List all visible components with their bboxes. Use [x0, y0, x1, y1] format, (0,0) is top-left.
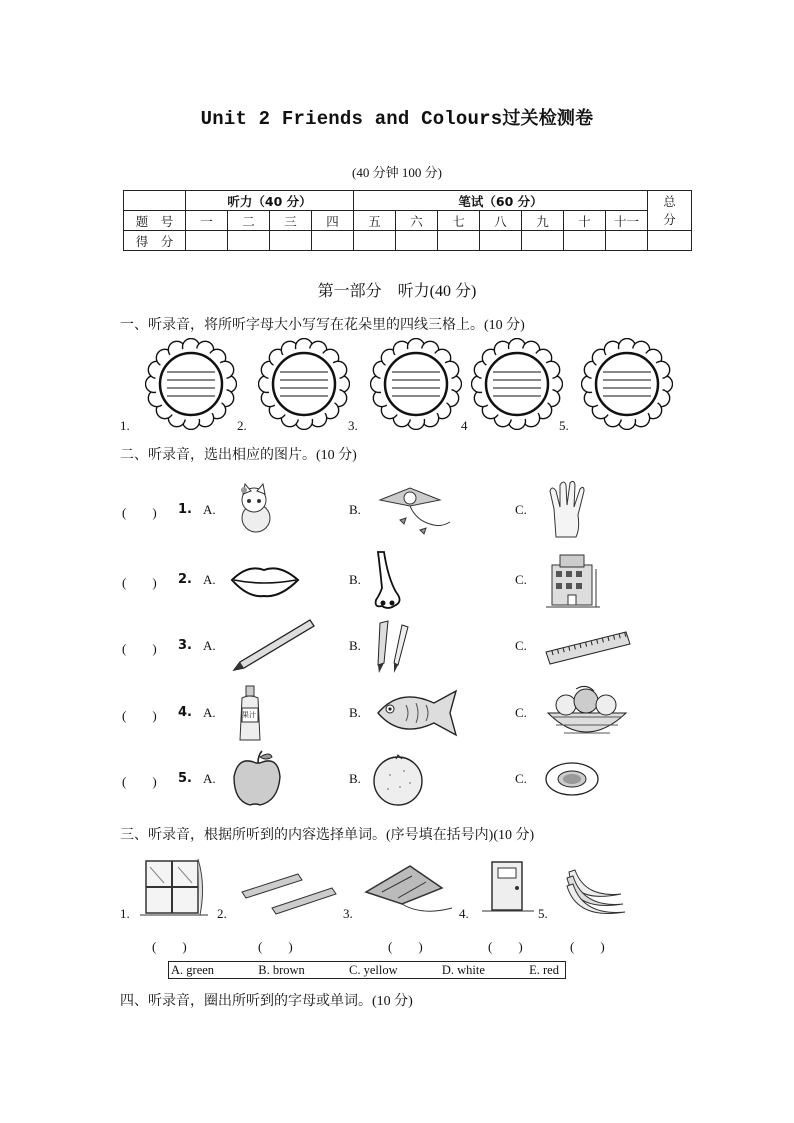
- flower-center: [596, 353, 658, 415]
- option-a-label: A.: [203, 572, 216, 587]
- q2-number: 2.: [178, 572, 192, 587]
- q3-number: 2.: [217, 906, 227, 921]
- score-cell[interactable]: [564, 231, 606, 251]
- option-c-label: C.: [515, 705, 527, 720]
- juice-label: 果汁: [242, 711, 256, 719]
- flower-center: [385, 353, 447, 415]
- option-brown: B. brown: [258, 962, 305, 977]
- door-icon: [482, 858, 534, 916]
- title-english: Unit 2 Friends and Colours: [200, 108, 503, 130]
- col-header: 五: [354, 211, 396, 231]
- answer-paren[interactable]: ( ): [388, 939, 423, 954]
- flower-center: [273, 353, 335, 415]
- col-header: 九: [522, 211, 564, 231]
- option-c-label: C.: [515, 502, 527, 517]
- option-c-label: C.: [515, 572, 527, 587]
- col-header: 二: [228, 211, 270, 231]
- flower-writing-box[interactable]: [471, 338, 563, 430]
- score-row-label: 得 分: [124, 231, 186, 251]
- apple-icon[interactable]: [228, 749, 286, 814]
- flower-writing-box[interactable]: [258, 338, 350, 430]
- answer-paren[interactable]: ( ): [258, 939, 293, 954]
- plate-icon[interactable]: [542, 749, 602, 814]
- score-cell[interactable]: [648, 231, 692, 251]
- total-header: 总分: [648, 191, 692, 231]
- ruler-icon[interactable]: [542, 624, 634, 673]
- col-header: 七: [438, 211, 480, 231]
- answer-paren[interactable]: ( ): [122, 708, 157, 723]
- option-red: E. red: [529, 962, 559, 977]
- part-one-heading: 第一部分 听力(40 分): [317, 283, 477, 300]
- option-b-label: B.: [349, 638, 361, 653]
- bananas-icon: [563, 864, 629, 916]
- fish-icon[interactable]: [370, 683, 462, 748]
- answer-paren[interactable]: ( ): [570, 939, 605, 954]
- flower-center: [160, 353, 222, 415]
- answer-paren[interactable]: ( ): [122, 505, 157, 520]
- score-cell[interactable]: [312, 231, 354, 251]
- option-a-label: A.: [203, 502, 216, 517]
- color-options-box: [168, 961, 566, 979]
- question-4-text: 四、听录音，圈出所听到的字母或单词。(10 分): [120, 994, 413, 1009]
- q2-number: 4.: [178, 705, 192, 720]
- option-c-label: C.: [515, 771, 527, 786]
- table-corner-cell: [124, 191, 186, 211]
- kite-icon[interactable]: [370, 480, 454, 545]
- rulers-icon: [238, 868, 338, 916]
- flower-writing-box[interactable]: [581, 338, 673, 430]
- school-building-icon[interactable]: [542, 549, 606, 616]
- score-cell[interactable]: [270, 231, 312, 251]
- q1-number: 3.: [348, 418, 358, 433]
- option-white: D. white: [441, 962, 485, 977]
- col-header: 三: [270, 211, 312, 231]
- option-a-label: A.: [203, 705, 216, 720]
- score-cell[interactable]: [396, 231, 438, 251]
- col-header: 十一: [606, 211, 648, 231]
- question-2-text: 二、听录音，选出相应的图片。(10 分): [120, 448, 357, 463]
- flower-writing-box[interactable]: [370, 338, 462, 430]
- option-b-label: B.: [349, 771, 361, 786]
- option-b-label: B.: [349, 705, 361, 720]
- col-header: 十: [564, 211, 606, 231]
- answer-paren[interactable]: ( ): [122, 575, 157, 590]
- col-header: 六: [396, 211, 438, 231]
- q2-number: 5.: [178, 771, 192, 786]
- option-yellow: C. yellow: [349, 962, 398, 977]
- answer-paren[interactable]: ( ): [122, 774, 157, 789]
- score-cell[interactable]: [480, 231, 522, 251]
- option-b-label: B.: [349, 502, 361, 517]
- fruit-basket-icon[interactable]: [542, 681, 632, 750]
- q3-number: 3.: [343, 906, 353, 921]
- score-cell[interactable]: [522, 231, 564, 251]
- question-number-label: 题 号: [124, 211, 186, 231]
- q3-number: 4.: [459, 906, 469, 921]
- option-a-label: A.: [203, 771, 216, 786]
- score-cell[interactable]: [186, 231, 228, 251]
- col-header: 四: [312, 211, 354, 231]
- score-table: [123, 190, 692, 251]
- q3-number: 5.: [538, 906, 548, 921]
- kite-icon: [362, 862, 458, 918]
- q1-number: 5.: [559, 418, 569, 433]
- score-cell[interactable]: [354, 231, 396, 251]
- q1-number: 2.: [237, 418, 247, 433]
- flower-writing-box[interactable]: [145, 338, 237, 430]
- mouth-icon[interactable]: [228, 556, 304, 609]
- option-green: A. green: [171, 962, 215, 977]
- title-chinese: 过关检测卷: [502, 108, 594, 129]
- answer-paren[interactable]: ( ): [152, 939, 187, 954]
- hand-icon[interactable]: [542, 479, 592, 546]
- col-header: 一: [186, 211, 228, 231]
- nose-icon[interactable]: [370, 548, 410, 617]
- writing-header: 笔试（60 分）: [354, 191, 648, 211]
- exam-duration-score: (40 分钟 100 分): [352, 165, 442, 180]
- score-cell[interactable]: [228, 231, 270, 251]
- col-header: 八: [480, 211, 522, 231]
- q1-number: 4: [461, 418, 468, 433]
- q3-number: 1.: [120, 906, 130, 921]
- q2-number: 1.: [178, 502, 192, 517]
- answer-paren[interactable]: ( ): [488, 939, 523, 954]
- question-3-text: 三、听录音，根据所听到的内容选择单词。(序号填在括号内)(10 分): [120, 828, 535, 843]
- question-1-text: 一、听录音，将所听字母大小写写在花朵里的四线三格上。(10 分): [120, 318, 525, 333]
- answer-paren[interactable]: ( ): [122, 641, 157, 656]
- option-b-label: B.: [349, 572, 361, 587]
- option-c-label: C.: [515, 638, 527, 653]
- score-cell[interactable]: [438, 231, 480, 251]
- listening-header: 听力（40 分）: [186, 191, 354, 211]
- flower-center: [486, 353, 548, 415]
- q2-number: 3.: [178, 638, 192, 653]
- orange-icon[interactable]: [370, 751, 426, 812]
- kitten-icon[interactable]: [228, 482, 284, 543]
- score-cell[interactable]: [606, 231, 648, 251]
- page-title: [0, 104, 794, 130]
- pens-icon[interactable]: [370, 615, 414, 682]
- q1-number: 1.: [120, 418, 130, 433]
- window-icon: [140, 855, 208, 917]
- pencil-icon[interactable]: [228, 616, 318, 681]
- option-a-label: A.: [203, 638, 216, 653]
